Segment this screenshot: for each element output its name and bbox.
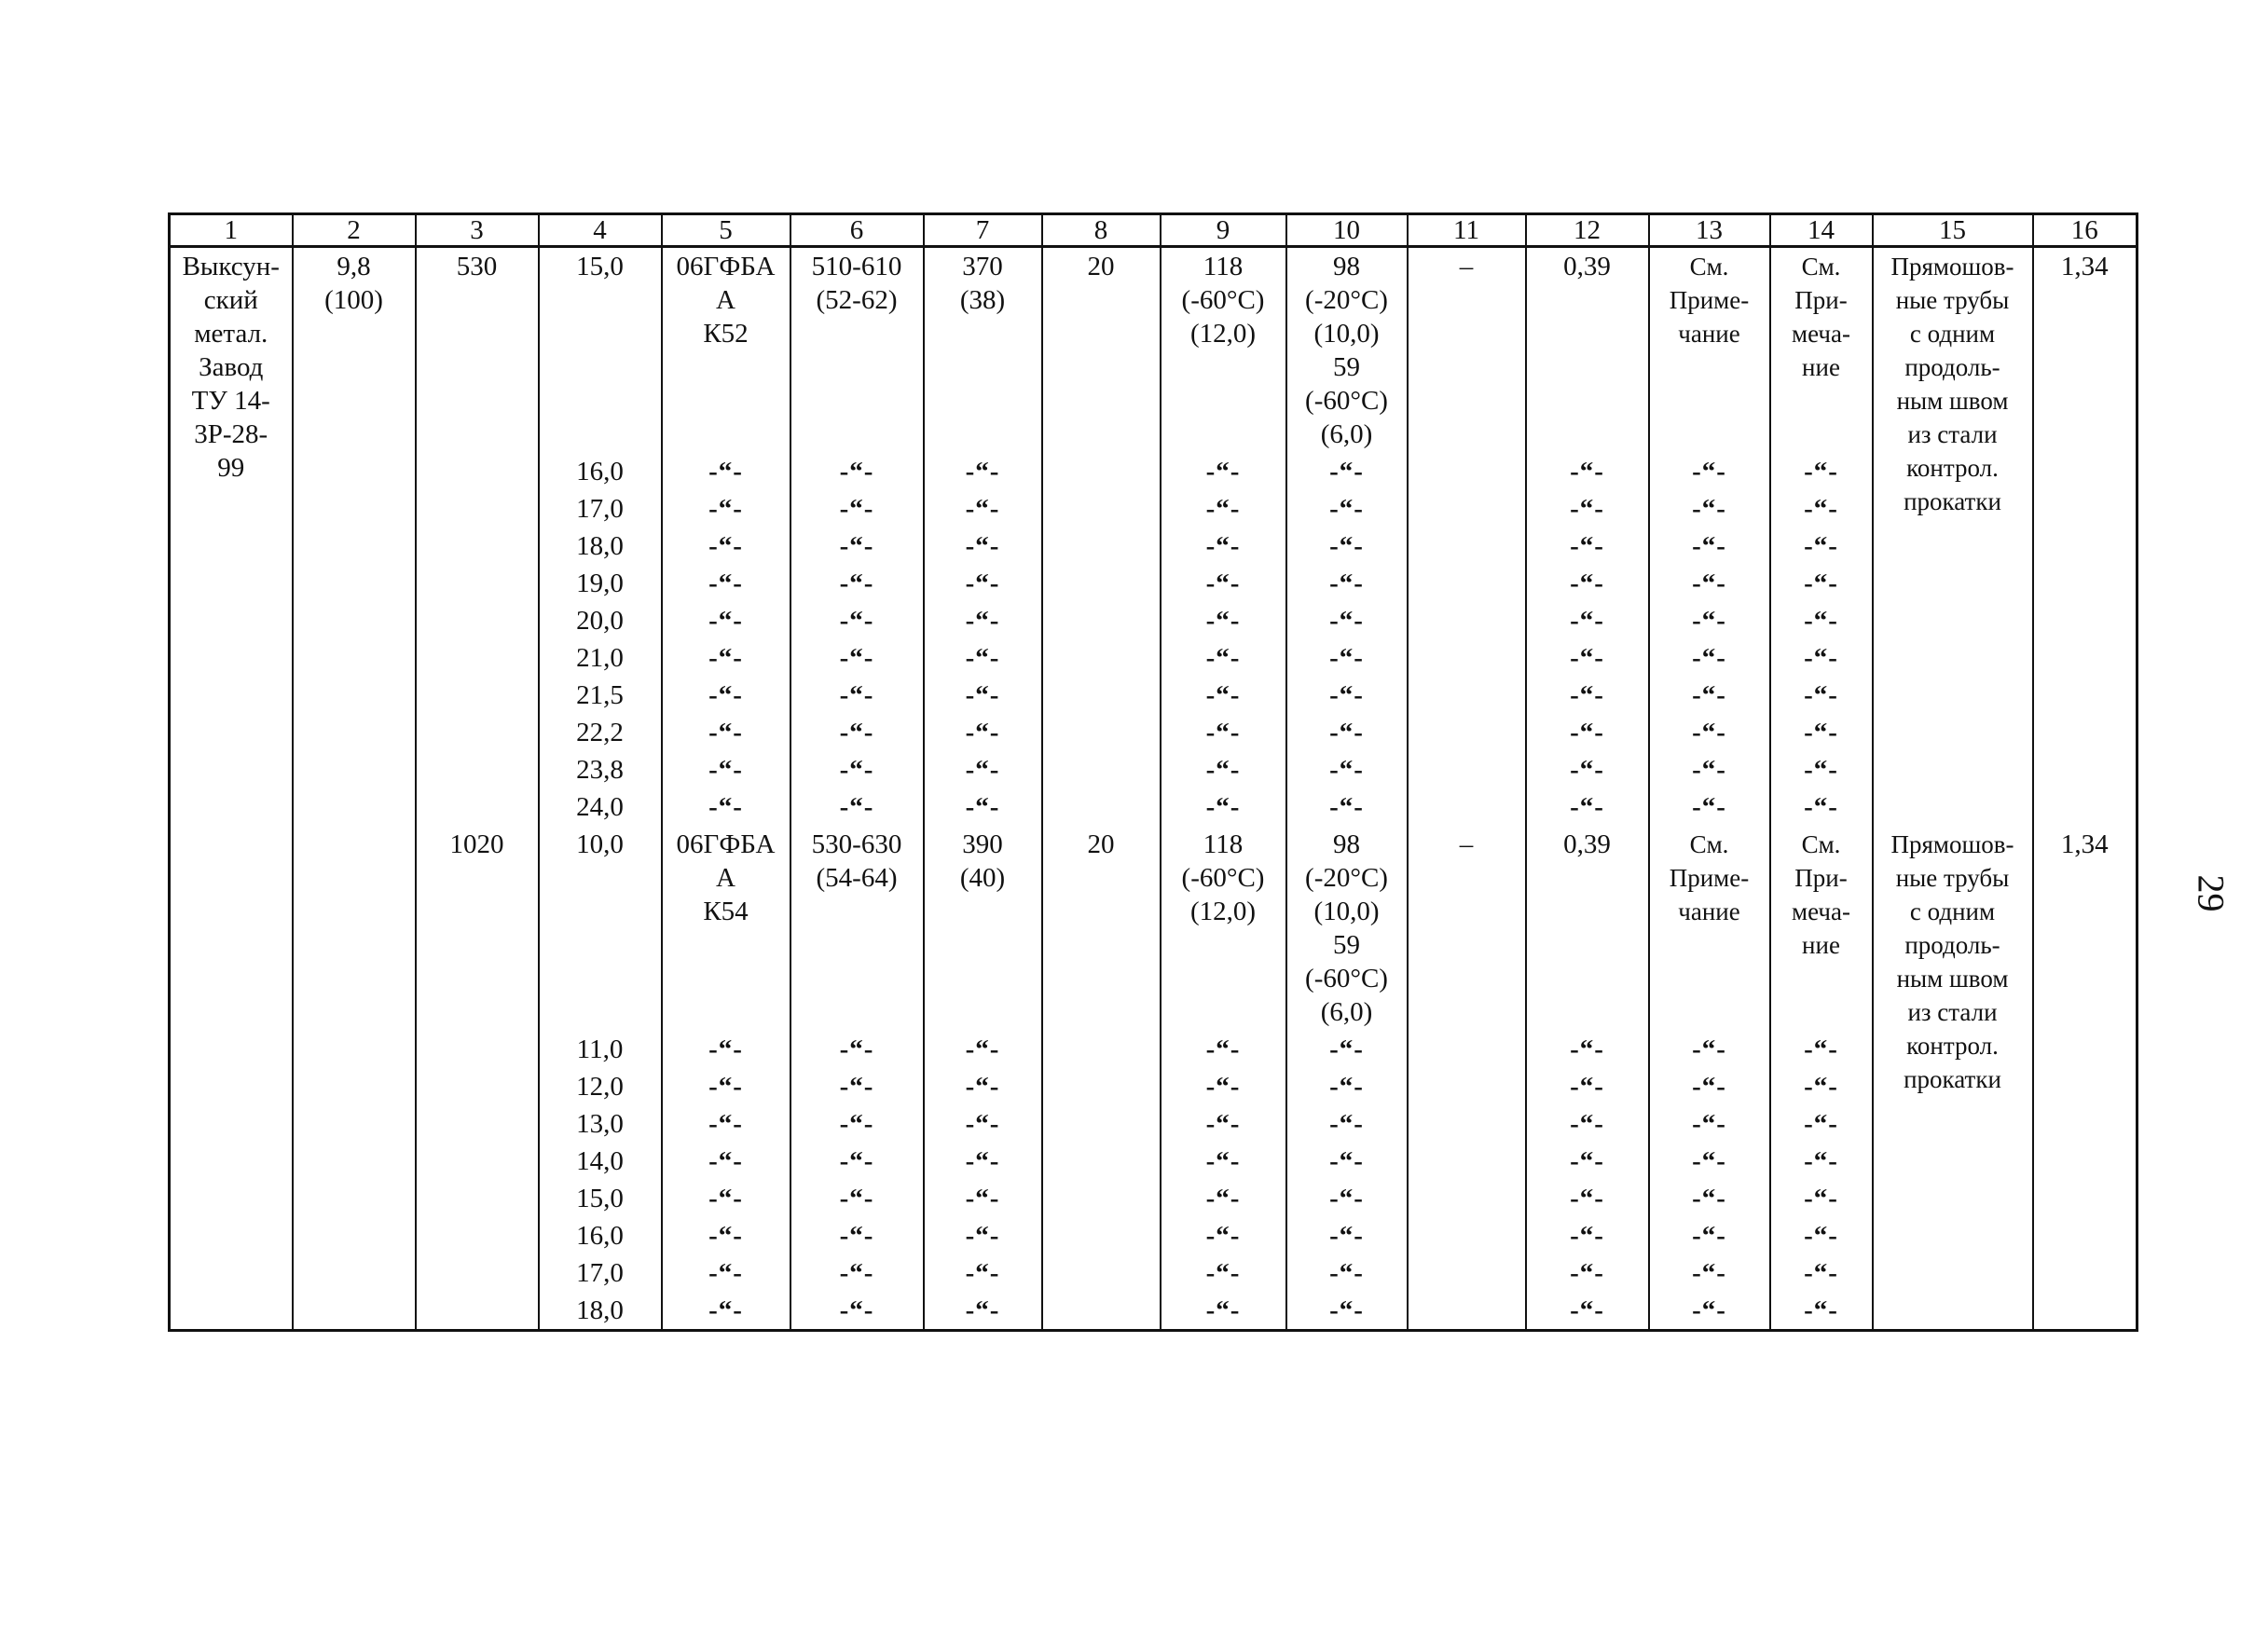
ditto-mark: -“- <box>1526 1292 1649 1331</box>
note-ref-cell: См. При- меча- ние <box>1770 247 1873 454</box>
ditto-mark: -“- <box>1526 1217 1649 1254</box>
ditto-mark: -“- <box>1770 453 1873 490</box>
steel-grade-cell: 06ГФБА А К52 <box>662 247 790 454</box>
ditto-mark: -“- <box>1770 1292 1873 1331</box>
ditto-mark: -“- <box>1526 565 1649 602</box>
column-number: 8 <box>1042 214 1161 247</box>
column-number: 11 <box>1408 214 1526 247</box>
table-row <box>170 826 2137 1031</box>
ditto-mark: -“- <box>1649 1031 1770 1068</box>
ditto-mark: -“- <box>662 490 790 527</box>
cell: 20 <box>1042 247 1161 827</box>
ditto-mark: -“- <box>790 1031 924 1068</box>
ditto-mark: -“- <box>1649 677 1770 714</box>
ditto-mark: -“- <box>1161 1068 1286 1105</box>
ditto-mark: -“- <box>790 751 924 788</box>
cell: 98 (-20°С) (10,0) 59 (-60°С) (6,0) <box>1286 826 1408 1031</box>
ditto-mark: -“- <box>662 1105 790 1143</box>
ditto-mark: -“- <box>662 677 790 714</box>
ditto-mark: -“- <box>924 1292 1042 1331</box>
ditto-mark: -“- <box>1770 1105 1873 1143</box>
cell: 1,34 <box>2033 247 2137 827</box>
ditto-mark: -“- <box>1286 490 1408 527</box>
thickness-cell: 10,0 <box>539 826 662 1031</box>
ditto-mark: -“- <box>1770 602 1873 639</box>
ditto-mark: -“- <box>1286 1217 1408 1254</box>
ditto-mark: -“- <box>924 1105 1042 1143</box>
cell: 9,8 (100) <box>293 247 416 1331</box>
ditto-mark: -“- <box>1649 490 1770 527</box>
thickness-cell: 17,0 <box>539 1254 662 1292</box>
ditto-mark: -“- <box>790 1143 924 1180</box>
ditto-mark: -“- <box>1526 527 1649 565</box>
ditto-mark: -“- <box>924 565 1042 602</box>
thickness-cell: 23,8 <box>539 751 662 788</box>
ditto-mark: -“- <box>790 1217 924 1254</box>
ditto-mark: -“- <box>924 751 1042 788</box>
cell: – <box>1408 826 1526 1331</box>
column-number: 13 <box>1649 214 1770 247</box>
thickness-cell: 22,2 <box>539 714 662 751</box>
ditto-mark: -“- <box>662 527 790 565</box>
ditto-mark: -“- <box>1770 677 1873 714</box>
cell: 118 (-60°С) (12,0) <box>1161 826 1286 1031</box>
thickness-cell: 17,0 <box>539 490 662 527</box>
cell: – <box>1408 247 1526 827</box>
cell: 510-610 (52-62) <box>790 247 924 454</box>
ditto-mark: -“- <box>924 453 1042 490</box>
ditto-mark: -“- <box>662 453 790 490</box>
ditto-mark: -“- <box>1526 751 1649 788</box>
thickness-cell: 18,0 <box>539 1292 662 1331</box>
ditto-mark: -“- <box>1770 639 1873 677</box>
column-number: 3 <box>416 214 539 247</box>
ditto-mark: -“- <box>1161 1180 1286 1217</box>
ditto-mark: -“- <box>790 788 924 826</box>
ditto-mark: -“- <box>924 602 1042 639</box>
ditto-mark: -“- <box>1649 714 1770 751</box>
ditto-mark: -“- <box>1770 714 1873 751</box>
ditto-mark: -“- <box>1649 453 1770 490</box>
ditto-mark: -“- <box>662 1068 790 1105</box>
diameter-cell: 530 <box>416 247 539 827</box>
ditto-mark: -“- <box>1649 527 1770 565</box>
column-number: 16 <box>2033 214 2137 247</box>
ditto-mark: -“- <box>1770 490 1873 527</box>
ditto-mark: -“- <box>662 1254 790 1292</box>
ditto-mark: -“- <box>1161 788 1286 826</box>
steel-grade-cell: 06ГФБА А К54 <box>662 826 790 1031</box>
column-number: 14 <box>1770 214 1873 247</box>
ditto-mark: -“- <box>1770 1180 1873 1217</box>
ditto-mark: -“- <box>1770 788 1873 826</box>
ditto-mark: -“- <box>1161 565 1286 602</box>
ditto-mark: -“- <box>1649 1217 1770 1254</box>
ditto-mark: -“- <box>1161 1031 1286 1068</box>
note-ref-cell: См. Приме- чание <box>1649 247 1770 454</box>
ditto-mark: -“- <box>1649 751 1770 788</box>
ditto-mark: -“- <box>1286 1031 1408 1068</box>
column-number: 12 <box>1526 214 1649 247</box>
ditto-mark: -“- <box>1526 1254 1649 1292</box>
thickness-cell: 14,0 <box>539 1143 662 1180</box>
plant-cell: Выксун- ский метал. Завод ТУ 14- 3Р-28- 99 <box>170 247 293 1331</box>
ditto-mark: -“- <box>1526 1105 1649 1143</box>
ditto-mark: -“- <box>1286 788 1408 826</box>
ditto-mark: -“- <box>924 1254 1042 1292</box>
column-number: 2 <box>293 214 416 247</box>
thickness-cell: 13,0 <box>539 1105 662 1143</box>
ditto-mark: -“- <box>1770 527 1873 565</box>
thickness-cell: 21,5 <box>539 677 662 714</box>
ditto-mark: -“- <box>1770 1143 1873 1180</box>
ditto-mark: -“- <box>1770 565 1873 602</box>
ditto-mark: -“- <box>1526 1180 1649 1217</box>
ditto-mark: -“- <box>1286 1180 1408 1217</box>
column-number: 5 <box>662 214 790 247</box>
ditto-mark: -“- <box>1161 1143 1286 1180</box>
ditto-mark: -“- <box>924 1217 1042 1254</box>
ditto-mark: -“- <box>924 1143 1042 1180</box>
ditto-mark: -“- <box>662 714 790 751</box>
cell: 0,39 <box>1526 247 1649 454</box>
ditto-mark: -“- <box>662 1180 790 1217</box>
ditto-mark: -“- <box>1649 788 1770 826</box>
ditto-mark: -“- <box>790 1068 924 1105</box>
ditto-mark: -“- <box>790 1292 924 1331</box>
ditto-mark: -“- <box>1649 565 1770 602</box>
cell: 98 (-20°С) (10,0) 59 (-60°С) (6,0) <box>1286 247 1408 454</box>
ditto-mark: -“- <box>1770 1217 1873 1254</box>
ditto-mark: -“- <box>790 714 924 751</box>
ditto-mark: -“- <box>924 1180 1042 1217</box>
ditto-mark: -“- <box>1161 490 1286 527</box>
ditto-mark: -“- <box>1649 1143 1770 1180</box>
ditto-mark: -“- <box>1161 453 1286 490</box>
ditto-mark: -“- <box>1161 1105 1286 1143</box>
ditto-mark: -“- <box>790 1105 924 1143</box>
ditto-mark: -“- <box>1161 714 1286 751</box>
ditto-mark: -“- <box>1161 1254 1286 1292</box>
note-ref-cell: См. При- меча- ние <box>1770 826 1873 1031</box>
ditto-mark: -“- <box>1526 677 1649 714</box>
ditto-mark: -“- <box>1161 639 1286 677</box>
ditto-mark: -“- <box>1161 751 1286 788</box>
ditto-mark: -“- <box>790 565 924 602</box>
ditto-mark: -“- <box>790 490 924 527</box>
ditto-mark: -“- <box>1649 1068 1770 1105</box>
cell: 390 (40) <box>924 826 1042 1031</box>
ditto-mark: -“- <box>1286 602 1408 639</box>
column-number: 7 <box>924 214 1042 247</box>
ditto-mark: -“- <box>1649 1105 1770 1143</box>
ditto-mark: -“- <box>1526 639 1649 677</box>
ditto-mark: -“- <box>1161 527 1286 565</box>
thickness-cell: 20,0 <box>539 602 662 639</box>
ditto-mark: -“- <box>662 751 790 788</box>
cell: 530-630 (54-64) <box>790 826 924 1031</box>
ditto-mark: -“- <box>1286 1292 1408 1331</box>
ditto-mark: -“- <box>662 1292 790 1331</box>
thickness-cell: 24,0 <box>539 788 662 826</box>
cell: 0,39 <box>1526 826 1649 1031</box>
pipe-description-cell: Прямошов- ные трубы с одним продоль- ным швом из стали контрол. прокатки <box>1873 826 2033 1331</box>
ditto-mark: -“- <box>1649 1254 1770 1292</box>
thickness-cell: 15,0 <box>539 1180 662 1217</box>
ditto-mark: -“- <box>1286 1105 1408 1143</box>
column-number: 9 <box>1161 214 1286 247</box>
ditto-mark: -“- <box>1161 1292 1286 1331</box>
thickness-cell: 15,0 <box>539 247 662 454</box>
ditto-mark: -“- <box>790 527 924 565</box>
table-row <box>170 247 2137 454</box>
ditto-mark: -“- <box>924 490 1042 527</box>
thickness-cell: 19,0 <box>539 565 662 602</box>
ditto-mark: -“- <box>662 1031 790 1068</box>
page-number: 29 <box>2190 874 2233 912</box>
ditto-mark: -“- <box>1526 490 1649 527</box>
cell: 1,34 <box>2033 826 2137 1331</box>
ditto-mark: -“- <box>1286 751 1408 788</box>
column-number: 15 <box>1873 214 2033 247</box>
ditto-mark: -“- <box>1526 1143 1649 1180</box>
thickness-cell: 11,0 <box>539 1031 662 1068</box>
ditto-mark: -“- <box>1770 1031 1873 1068</box>
ditto-mark: -“- <box>662 1143 790 1180</box>
pipe-specification-table <box>168 212 2138 1332</box>
column-number: 1 <box>170 214 293 247</box>
ditto-mark: -“- <box>790 602 924 639</box>
ditto-mark: -“- <box>1770 751 1873 788</box>
ditto-mark: -“- <box>924 527 1042 565</box>
ditto-mark: -“- <box>924 1068 1042 1105</box>
column-number-row <box>170 214 2137 247</box>
ditto-mark: -“- <box>1286 1254 1408 1292</box>
ditto-mark: -“- <box>790 639 924 677</box>
ditto-mark: -“- <box>1526 1031 1649 1068</box>
ditto-mark: -“- <box>1526 788 1649 826</box>
ditto-mark: -“- <box>1286 677 1408 714</box>
cell: 118 (-60°С) (12,0) <box>1161 247 1286 454</box>
ditto-mark: -“- <box>1526 602 1649 639</box>
ditto-mark: -“- <box>790 1180 924 1217</box>
ditto-mark: -“- <box>1286 527 1408 565</box>
ditto-mark: -“- <box>790 677 924 714</box>
thickness-cell: 18,0 <box>539 527 662 565</box>
ditto-mark: -“- <box>1161 602 1286 639</box>
ditto-mark: -“- <box>1649 602 1770 639</box>
ditto-mark: -“- <box>1286 565 1408 602</box>
cell: 20 <box>1042 826 1161 1331</box>
ditto-mark: -“- <box>924 639 1042 677</box>
ditto-mark: -“- <box>790 1254 924 1292</box>
ditto-mark: -“- <box>1649 1180 1770 1217</box>
ditto-mark: -“- <box>790 453 924 490</box>
thickness-cell: 16,0 <box>539 453 662 490</box>
cell: 370 (38) <box>924 247 1042 454</box>
ditto-mark: -“- <box>1286 1068 1408 1105</box>
ditto-mark: -“- <box>1770 1254 1873 1292</box>
ditto-mark: -“- <box>662 1217 790 1254</box>
note-ref-cell: См. Приме- чание <box>1649 826 1770 1031</box>
ditto-mark: -“- <box>1286 1143 1408 1180</box>
ditto-mark: -“- <box>1649 1292 1770 1331</box>
ditto-mark: -“- <box>924 714 1042 751</box>
ditto-mark: -“- <box>1526 1068 1649 1105</box>
ditto-mark: -“- <box>924 788 1042 826</box>
column-number: 6 <box>790 214 924 247</box>
table-body <box>170 247 2137 1331</box>
ditto-mark: -“- <box>1161 677 1286 714</box>
ditto-mark: -“- <box>662 565 790 602</box>
ditto-mark: -“- <box>1770 1068 1873 1105</box>
column-number: 4 <box>539 214 662 247</box>
ditto-mark: -“- <box>662 639 790 677</box>
ditto-mark: -“- <box>1161 1217 1286 1254</box>
diameter-cell: 1020 <box>416 826 539 1331</box>
thickness-cell: 16,0 <box>539 1217 662 1254</box>
ditto-mark: -“- <box>1526 453 1649 490</box>
ditto-mark: -“- <box>1286 714 1408 751</box>
column-number: 10 <box>1286 214 1408 247</box>
pipe-description-cell: Прямошов- ные трубы с одним продоль- ным швом из стали контрол. прокатки <box>1873 247 2033 827</box>
ditto-mark: -“- <box>924 677 1042 714</box>
ditto-mark: -“- <box>924 1031 1042 1068</box>
ditto-mark: -“- <box>662 788 790 826</box>
ditto-mark: -“- <box>1526 714 1649 751</box>
ditto-mark: -“- <box>1649 639 1770 677</box>
ditto-mark: -“- <box>1286 453 1408 490</box>
ditto-mark: -“- <box>1286 639 1408 677</box>
thickness-cell: 21,0 <box>539 639 662 677</box>
ditto-mark: -“- <box>662 602 790 639</box>
thickness-cell: 12,0 <box>539 1068 662 1105</box>
